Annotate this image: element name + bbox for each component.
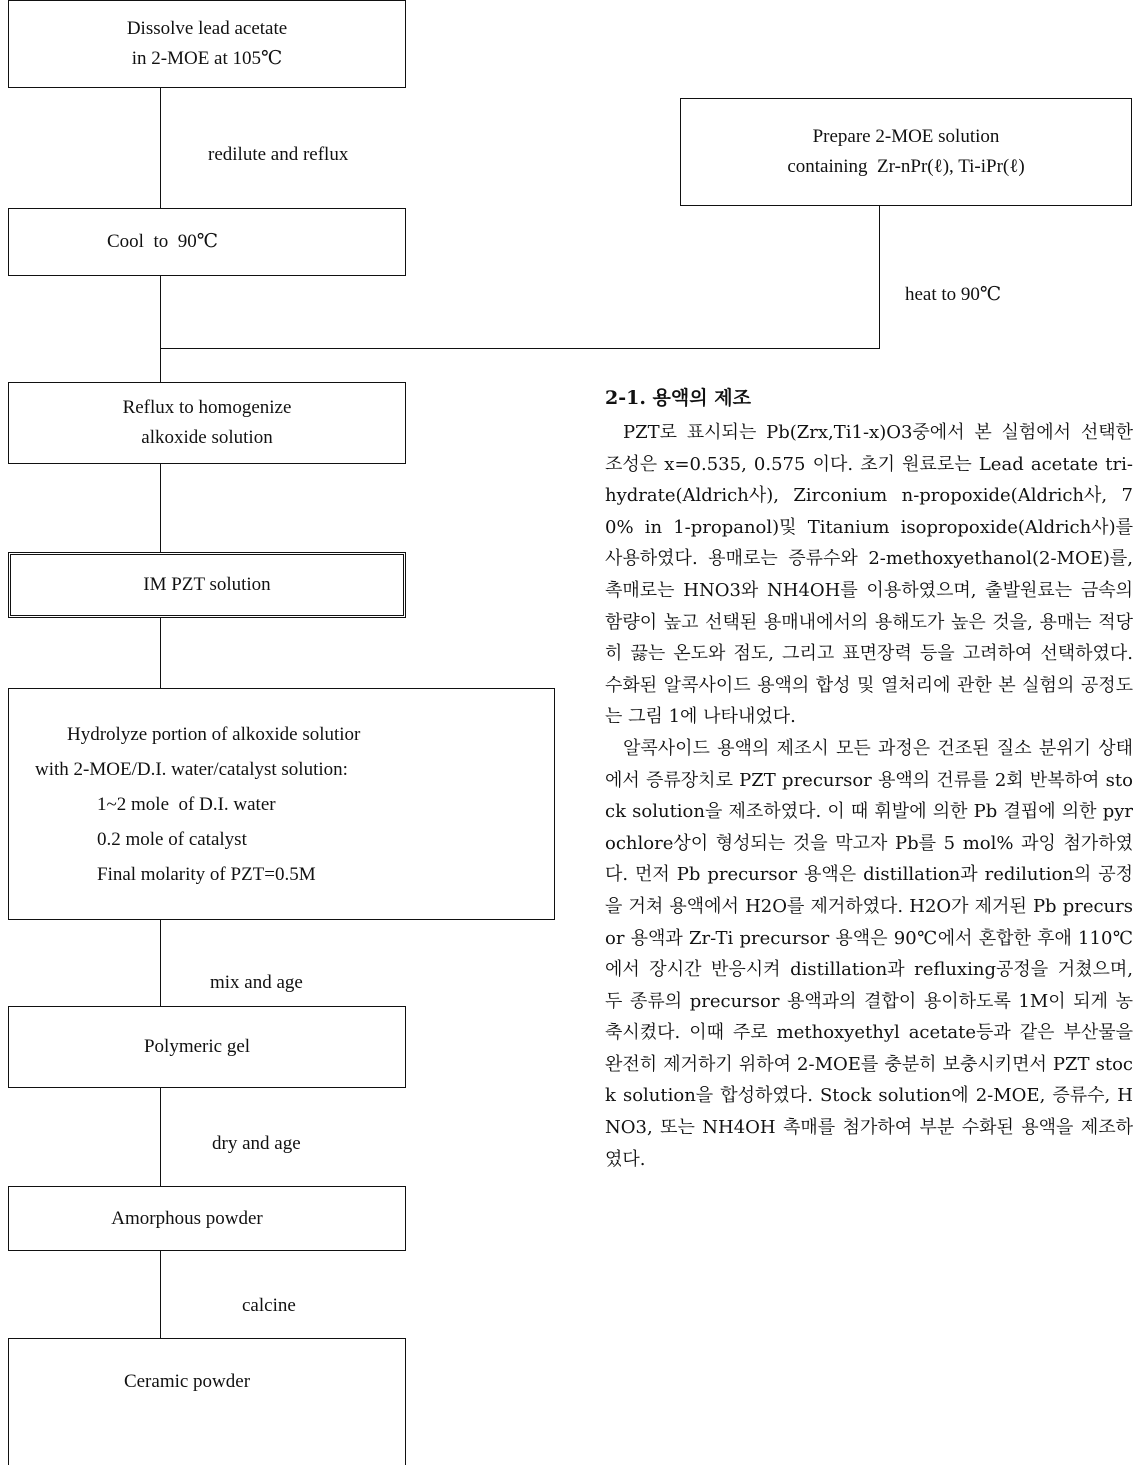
polymeric-gel-box <box>8 1006 406 1088</box>
box-item: 1~2 mole of D.I. water <box>97 793 276 815</box>
box-line: Ceramic powder <box>123 1371 251 1392</box>
box-line: Hydrolyze portion of alkoxide solutior <box>67 723 361 745</box>
arrow-label-calcine: calcine <box>242 1295 296 1316</box>
box-line: Dissolve lead acetate <box>126 18 288 39</box>
box-line: Amorphous powder <box>111 1207 263 1229</box>
arrow-label-heat: heat to 90℃ <box>905 284 1002 305</box>
reflux-box <box>8 382 406 464</box>
box-line: alkoxide solution <box>141 427 273 448</box>
connector-line <box>160 464 161 552</box>
amorphous-powder-box <box>8 1186 406 1251</box>
box-item: 0.2 mole of catalyst <box>97 828 247 850</box>
box-line: Prepare 2-MOE solution <box>812 126 1000 147</box>
box-line: Cool to 90℃ <box>107 231 218 252</box>
connector-line <box>879 206 880 348</box>
arrow-label-dry: dry and age <box>212 1133 301 1154</box>
connector-line <box>160 276 161 382</box>
paragraph: PZT로 표시되는 Pb(Zrx,Ti1-x)O3중에서 본 실험에서 선택한 조성은 x=0.535, 0.575 이다. 초기 원료로는 Lead acetate tri-hydrate(Aldrich사), Zirconium n-propoxide(Aldrich사, 70% in 1-propanol)및 Titanium isopropoxide(Aldrich사)를 사용하였다. 용매로는 증류수와 2-methoxyethanol(2-MOE)를, 촉매로는 HNO3와 NH4OH를 이용하였으며, 출발원료는 금속의 함량이 높고 선택된 용매내에서의 용해도가 높은 것을, 용매는 적당히 끓는 온도와 점도, 그리고 표면장력 등을 고려하여 선택하였다. 수화된 알콕사이드 용액의 합성 및 열처리에 관한 본 실험의 공정도는 그림 1에 나타내었다. <box>605 422 1133 728</box>
arrow-label-redilute: redilute and reflux <box>208 144 349 165</box>
box-line: in 2-MOE at 105℃ <box>131 48 283 69</box>
connector-line <box>160 348 880 349</box>
connector-line <box>160 1088 161 1186</box>
connector-line <box>160 920 161 1006</box>
cool-box <box>8 208 406 276</box>
section-title: 2-1. 용액의 제조 <box>605 387 751 409</box>
prepare-2moe-box <box>680 98 1132 206</box>
box-line: containing Zr-nPr(ℓ), Ti-iPr(ℓ) <box>787 156 1025 177</box>
section-text <box>605 383 1133 1175</box>
pzt-solution-box <box>8 552 406 618</box>
hydrolyze-box <box>8 688 555 920</box>
connector-line <box>160 88 161 208</box>
box-line: with 2-MOE/D.I. water/catalyst solution: <box>35 758 348 780</box>
connector-line <box>160 1251 161 1338</box>
arrow-label-mix: mix and age <box>210 972 303 993</box>
ceramic-powder-box <box>8 1338 406 1465</box>
paragraph: 알콕사이드 용액의 제조시 모든 과정은 건조된 질소 분위기 상태에서 증류장치로 PZT precursor 용액의 건류를 2회 반복하여 stock solution을 제조하였다. 이 때 휘발에 의한 Pb 결핍에 의한 pyrochlore상이 형성되는 것을 막고자 Pb를 5 mol% 과잉 첨가하였다. 먼저 Pb precursor 용액은 distillation과 redilution의 공정을 거쳐 용액에서 H2O를 제거하였다. H2O가 제거된 Pb precursor 용액과 Zr-Ti precursor 용액은 90℃에서 혼합한 후애 110℃에서 장시간 반응시켜 distillation과 refluxing공정을 거쳤으며, 두 종류의 precursor 용액과의 결합이 용이하도록 1M이 되게 농축시켰다. 이때 주로 methoxyethyl acetate등과 같은 부산물을 완전히 제거하기 위하여 2-MOE를 충분히 보충시키면서 PZT stock solution을 합성하였다. Stock solution에 2-MOE, 증류수, HNO3, 또는 NH4OH 촉매를 첨가하여 부분 수화된 용액을 제조하였다. <box>605 737 1133 1170</box>
box-line: IM PZT solution <box>143 574 271 595</box>
dissolve-lead-acetate-box <box>8 0 406 88</box>
box-item: Final molarity of PZT=0.5M <box>97 863 316 885</box>
box-line: Reflux to homogenize <box>122 397 292 418</box>
box-line: Polymeric gel <box>143 1036 251 1057</box>
